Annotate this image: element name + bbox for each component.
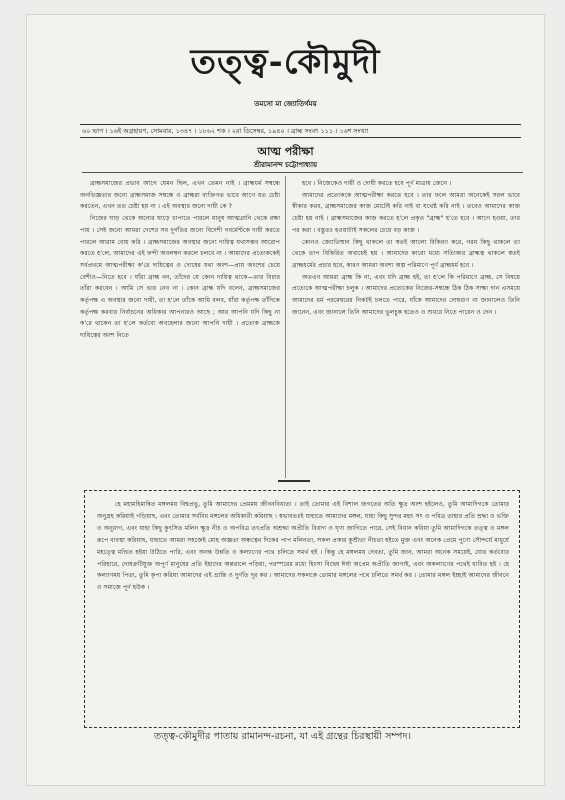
article-title: আত্ম পরীক্ষা [257, 145, 314, 158]
prayer-box [84, 490, 520, 728]
prayer-text: হে মহামহিমান্বিত মঙ্গলময় বিশ্বপ্রভু, তুমি আমাদের প্রেমময় জীবনবিধাতা । তাই তোমার এই বিশাল জগতের অতি ক্ষুদ্র অংশ হইলেও, তুমি আমাদিগকে তোমার অনুগ্রহ করিয়াই গড়িয়াছ, এবং তোমার সর্ববিধ মঙ্গলের অধিকারী করিয়াছ । স্বভাবতঃই যাহাতে আমাদের মঙ্গল, যাহা কিছু সুন্দর মহৎ সৎ ও পবিত্র তাহার প্রতি শ্রদ্ধা ও ভক্তি ও অনুরাগ, এবং যাহা কিছু কুৎসিত মলিন ক্ষুদ্র নীচ ও অপবিত্র তৎপ্রতি অশ্রদ্ধা অপ্রীতি বিরাগ ও ঘৃণা জাগিতে পারে, সেই বিধান করিয়া তুমি আমাদিগকে তত্ত্ব ও মঙ্গল রূপে ব্যবস্থা করিয়াছ, যাহাতে আমরা সহজেই মোহ অজ্ঞতা অন্ধত্বের দিকের পাপ মলিনতা, সকল প্রকার কুশ্রীতা নীচতা হইতে মুক্ত এবং অনেক প্রেমে পুণ্যে সৌন্দর্যে মাধুর্যে মহত্ত্বে মণ্ডিত হইয়া উঠিতে পারি, এবং অনন্ত উন্নতি ও কল্যাণের পথে চলিতে সমর্থ হই । কিন্তু হে মঙ্গলময় দেবতা, তুমি জান, আমরা অনেক সময়েই, ঘোর কর্তব্যের পরিহারে, দোষক্রটিযুক্ত অপূর্ণ মানুষের প্রতি ইহাদের অন্তরালে পড়িয়া, পরস্পরের মধ্যে হিংসা বিদ্বেষ ঈর্ষা অপ্রেম অপ্রীতি জাগাই, এবং অকল্যাণের পথেই ধাবিত হই । হে কল্যাণময় পিতা, তুমি কৃপা করিয়া আমাদের এই ভ্রান্তি ও দুর্গতি দূর কর । আমাদের সকলকে তোমার মঙ্গলের পথে চলিতে সমর্থ কর । তোমার মঙ্গল ইচ্ছাই আমাদের জীবনে ও সমাজে পূর্ণ হউক । [97, 501, 509, 592]
page-caption: তত্ত্ব-কৌমুদীর পাতায় রামানন্দ-রচনা, যা এই গ্রন্থের চিরস্থায়ী সম্পদ। [154, 731, 411, 742]
article-right-column [292, 178, 520, 484]
right-paragraph: অতএব আমরা ব্রাহ্ম কি না, এবং যদি ব্রাহ্ম হই, তা হ'লে কি পরিমাণে ব্রাহ্ম, সে বিষয়ে প্রত্যেকে আত্মপরীক্ষা চলুক । আমাদের প্রত্যেকের নিজের-সম্বন্ধে ঠিক ঠিক সাক্ষ্য দান এসময়ে আমাদের ধর্ম পরমেশ্বরের নিকটই চলতে পারে, যাঁকে আমাদের দোষগুণ না জানালেও তিনি জানেন, এবং জানালে তিনি আমাদের ভুলচুক হতেও ও শুধরে নিতে পারেন ও দেন । [292, 273, 520, 316]
column-divider [285, 176, 286, 478]
left-paragraph: ব্রাহ্মসমাজের প্রভাব আগে যেমন ছিল, এখন তেমন নাই । ব্রাহ্মধর্ম সম্বন্ধে অনভিজ্ঞতার জন্যে ব্রাহ্মসমাজ সম্বন্ধে ও ব্রাহ্মরা ব্যক্তিগত ভাবে আগে যত চেষ্টা করতেন, এখন তত চেষ্টা হয় না । এই অবস্থার জন্যে দায়ী কে ? [80, 180, 280, 211]
header-rule [82, 172, 523, 173]
masthead-title: তত্ত্ব-কৌমুদী [190, 42, 381, 82]
right-paragraph: কোনও জ্যোতিষ্মান কিছু থাকলে তা স্বতই আলো বিকিরণ করে, গরম কিছু থাকলে তা থেকে তাপ বিকিরিত অবাধেই হয় । আমাদের কারো মধ্যে সত্যিকার ব্রাহ্মত্ব থাকলে স্বতই ব্রাহ্মধর্মের প্রচার হবে, কারণ আমরা অবশ্য অল্প পরিমাণে পূর্ণ ব্রাহ্মধর্ম হবে । [292, 238, 520, 269]
left-paragraph: নিজের ঘাড় থেকে অন্যের ঘাড়ে চাপাতে পারলে মানুষ আত্মগ্লানি থেকে রক্ষা পায় । সেই জন্যে আমরা দেশের সব দুর্গতির জন্যে বিদেশী গবর্মেণ্টকে দায়ী করতে পারলে আরাম বোধ করি । ব্রাহ্মসমাজের অবস্থার জন্যে দায়িত্ব যথাসম্ভব আরোপ করতে হ'লে, আমাদের এই ফন্দী অবলম্বন করলে চলবে না । আমাদের প্রত্যেককেই সর্বপ্রথমে আত্মপরীক্ষা ক'রে দায়িত্বের ও দোষের যথা অংশ—প্রায় অংশের চেয়ে বেশীও—নিতে হবে । যাঁরা ব্রাহ্ম নন, তাঁদের যে কোন দায়িত্ব থাকে—তার বিচার তাঁরা করবেন । আমি সে ভার নেব না । কোন ব্রাহ্ম যদি বলেন, ব্রাহ্মসমাজের কর্তৃপক্ষ এ অবস্থার জন্যে দায়ী, তা হ'লে তাঁকে আমি বলব, যাঁরা কর্তৃপক্ষ তাঁদিকে কর্তৃপক্ষ করবার নির্বাচনের অধিকার আপনারও আছে ; আর আপনি যদি কিছু না ক'রে থাকেন তা হ'লে কর্তব্যে অবহেলার জন্যে আপনি দায়ী । প্রত্যেক ব্রাহ্মকে দায়িত্বের অংশ নিতে [80, 215, 280, 340]
newspaper-page [26, 14, 545, 786]
issue-details: ৬০ ভাগ । ১৬ই অগ্রহায়ণ, সোমবার, ১৩৪৭ । ১৮৬২ শক । ২রা ডিসেম্বর, ১৯৪০ । ব্রাহ্ম সংবৎ ১১১ । ১৬শ সংখ্যা [80, 124, 521, 138]
right-paragraph: আমাদের প্রত্যেককে আত্মপরীক্ষা করতে হবে । তার ফলে আমরা অনেকেই সরল ভাবে স্বীকার করব, ব্রাহ্মসমাজের কাজ মোটেই করি নাই বা যথেষ্ট করি নাই । তবেও আমাদের কাজ চেষ্টা হয় নাই । ব্রাহ্মসমাজের কাজ করতে হ'লে প্রকৃত "ব্রাহ্ম" হ'তে হবে । আগে হওয়া, তার পর করা । বস্তুতঃ হওয়াটাই সকলের চেয়ে বড় কাজ । [292, 191, 520, 234]
right-paragraph: হবে । নিজেকেও দায়ী ও দোষী করতে হবে পূর্ণ মাত্রায় জেনে । [302, 180, 452, 187]
article-author: শ্রীরামানন্দ চট্টোপাধ্যায় [253, 161, 318, 169]
masthead-motto: তমসো মা জ্যোতির্গময় [254, 100, 317, 108]
section-separator [278, 480, 310, 482]
article-left-column [80, 178, 280, 480]
